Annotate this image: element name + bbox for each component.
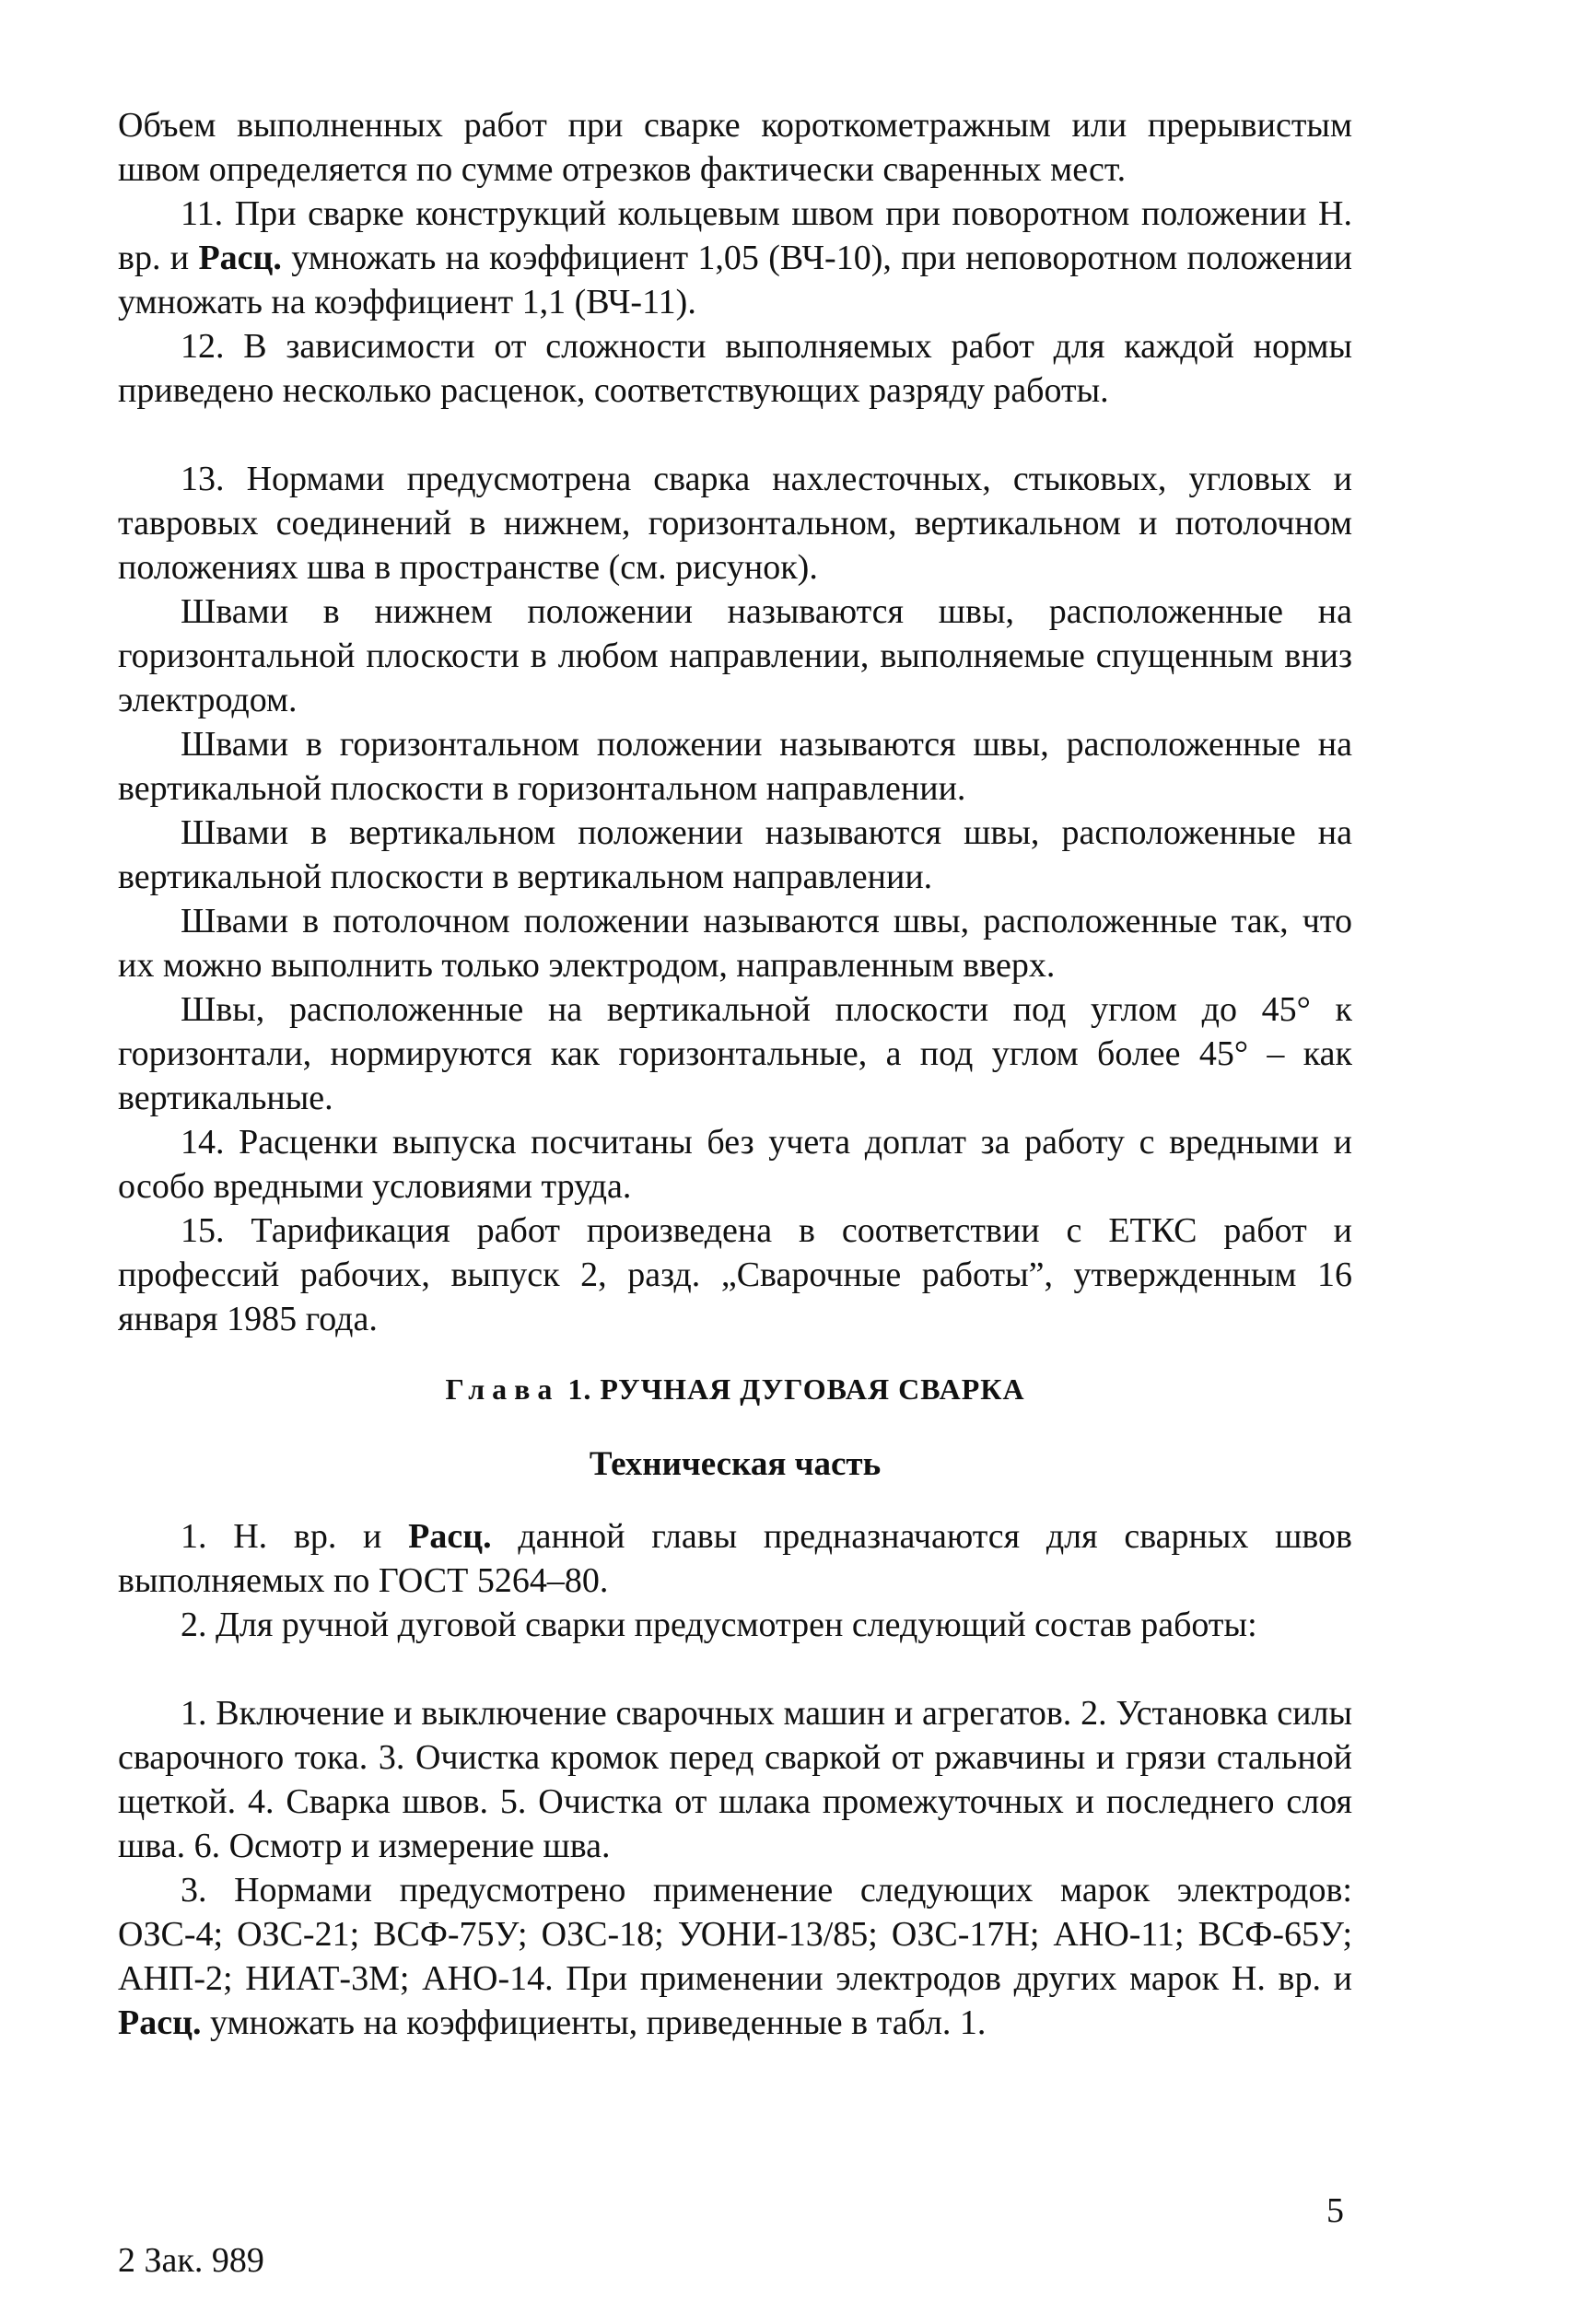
section-heading: Техническая часть	[589, 1445, 882, 1483]
clause-1-pre: 1. Н. вр. и	[181, 1517, 409, 1556]
paragraph-13-angle: Швы, расположенные на вертикальной плоскости под углом до 45° к горизонтали, нормируются как горизонтальные, а под углом более 45° – как вертикальные.	[118, 990, 1352, 1117]
paragraph-12: 12. В зависимости от сложности выполняемых работ для каждой нормы приведено несколько расценок, соответствующих разряду работы.	[118, 327, 1352, 410]
clause-3-bold: Расц.	[118, 2003, 202, 2042]
footer-order-note: 2 Зак. 989	[118, 2241, 264, 2280]
paragraph-11-post: умножать на коэффициент 1,05 (ВЧ-10), при неповоротном положении умножать на коэффициент 1,1 (ВЧ-11).	[118, 239, 1352, 321]
clause-2-list: 1. Включение и выключение сварочных машин и агрегатов. 2. Установка силы сварочного тока. 3. Очистка кромок перед сваркой от ржавчины и грязи стальной щеткой. 4. Сварка швов. 5. Очистка от шлака промежуточных и последнего слоя шва. 6. Осмотр и измерение шва.	[118, 1694, 1352, 1865]
paragraph-intro	[118, 103, 1352, 192]
paragraph-intro-text: Объем выполненных работ при сварке короткометражным или прерывистым швом определяется по сумме отрезков фактически сваренных мест.	[118, 106, 1352, 189]
paragraph-13-ceiling: Швами в потолочном положении называются швы, расположенные так, что их можно выполнить только электродом, направленным вверх.	[118, 902, 1352, 985]
paragraph-11-bold: Расц.	[198, 239, 282, 277]
paragraph-15: 15. Тарификация работ произведена в соответствии с ЕТКС работ и профессий рабочих, выпуск 2, разд. „Сварочные работы”, утвержденным 16 января 1985 года.	[118, 1211, 1352, 1338]
paragraph-13-horizontal: Швами в горизонтальном положении называются швы, расположенные на вертикальной плоскости в горизонтальном направлении.	[118, 725, 1352, 808]
paragraph-11-pre: 11. При сварке конструкций кольцевым швом при поворотном положении Н. вр. и	[118, 194, 1352, 277]
paragraph-13-vertical: Швами в вертикальном положении называются швы, расположенные на вертикальной плоскости в вертикальном направлении.	[118, 813, 1352, 896]
clause-1	[118, 1514, 1352, 1603]
clause-1-bold: Расц.	[408, 1517, 492, 1556]
chapter-heading-prefix: Глава	[445, 1372, 560, 1406]
clause-2: 2. Для ручной дуговой сварки предусмотрен следующий состав работы:	[181, 1606, 1257, 1644]
clause-3-post: умножать на коэффициенты, приведенные в табл. 1.	[201, 2003, 987, 2042]
paragraph-13-lower: Швами в нижнем положении называются швы, расположенные на горизонтальной плоскости в любом направлении, выполняемые спущенным вниз электродом.	[118, 592, 1352, 719]
paragraph-11	[118, 192, 1352, 324]
chapter-heading	[118, 1371, 1352, 1407]
clause-3	[118, 1868, 1352, 2045]
chapter-heading-title: 1. РУЧНАЯ ДУГОВАЯ СВАРКА	[559, 1372, 1025, 1406]
clause-3-pre: 3. Нормами предусмотрено применение следующих марок электродов: ОЗС-4; ОЗС-21; ВСФ-75У; ОЗС-18; УОНИ-13/85; ОЗС-17Н; АНО-11; ВСФ-65У; АНП-2; НИАТ-3М; АНО-14. При применении электродов других марок Н. вр. и	[118, 1871, 1352, 1998]
paragraph-13: 13. Нормами предусмотрена сварка нахлесточных, стыковых, угловых и тавровых соединений в нижнем, горизонтальном, вертикальном и потолочном положениях шва в пространстве (см. рисунок).	[118, 460, 1352, 587]
paragraph-14: 14. Расценки выпуска посчитаны без учета доплат за работу с вредными и особо вредными условиями труда.	[118, 1123, 1352, 1206]
page-number: 5	[1326, 2191, 1344, 2230]
clause-1-post: данной главы предназначаются для сварных швов выполняемых по ГОСТ 5264–80.	[118, 1517, 1352, 1600]
